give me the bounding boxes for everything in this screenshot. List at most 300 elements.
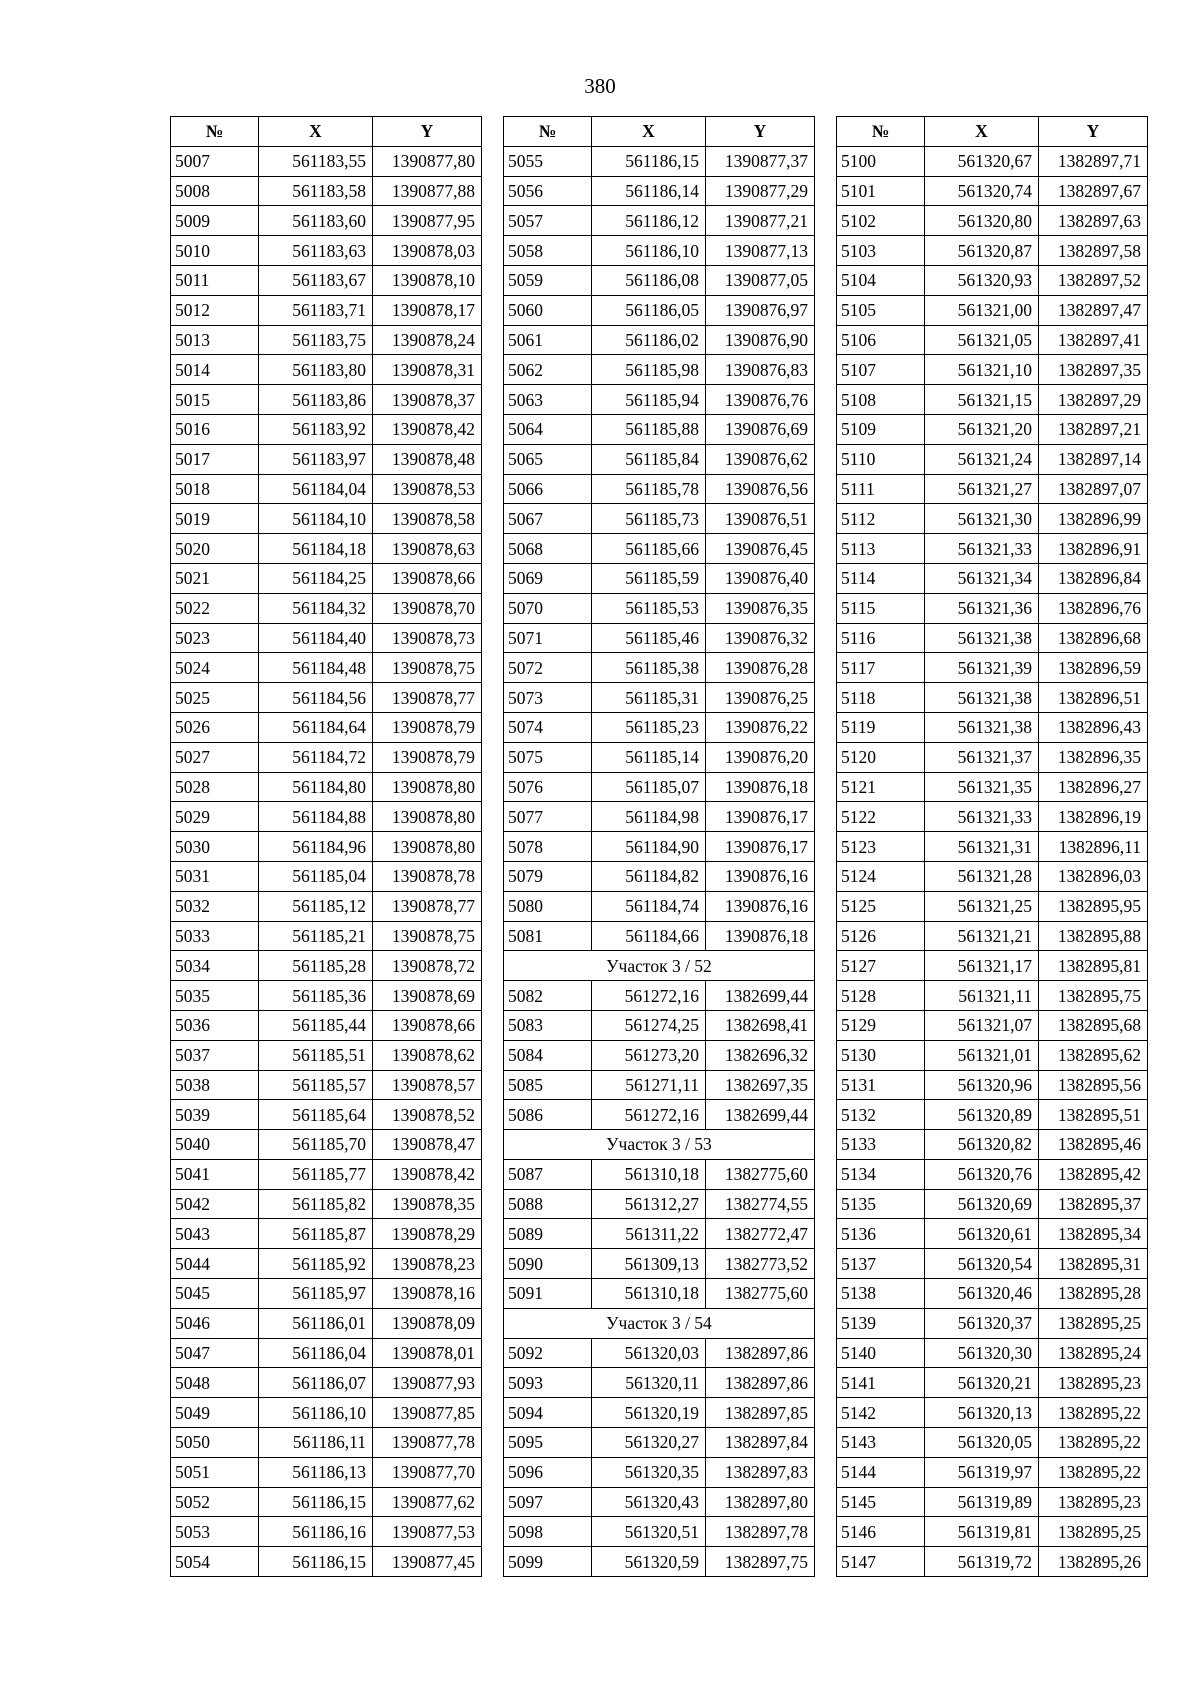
x-coordinate-cell: 561320,13	[925, 1398, 1039, 1428]
point-number-cell: 5088	[504, 1189, 592, 1219]
table-row	[504, 1189, 815, 1219]
x-coordinate-cell: 561319,89	[925, 1487, 1039, 1517]
y-coordinate-cell: 1390878,80	[373, 802, 482, 832]
x-coordinate-cell: 561321,24	[925, 444, 1039, 474]
y-coordinate-cell: 1382896,68	[1039, 623, 1148, 653]
y-coordinate-cell: 1382895,25	[1039, 1517, 1148, 1547]
y-coordinate-cell: 1390877,88	[373, 176, 482, 206]
table-row	[171, 1428, 482, 1458]
y-coordinate-cell: 1382897,52	[1039, 265, 1148, 295]
x-coordinate-cell: 561183,92	[259, 414, 373, 444]
point-number-cell: 5067	[504, 504, 592, 534]
point-number-cell: 5102	[837, 206, 925, 236]
y-coordinate-cell: 1390876,69	[706, 414, 815, 444]
x-coordinate-cell: 561184,64	[259, 712, 373, 742]
y-coordinate-cell: 1390878,66	[373, 563, 482, 593]
table-row	[837, 1130, 1148, 1160]
table-row	[504, 653, 815, 683]
y-coordinate-cell: 1390878,52	[373, 1100, 482, 1130]
point-number-cell: 5032	[171, 891, 259, 921]
table-row	[171, 474, 482, 504]
point-number-cell: 5124	[837, 861, 925, 891]
table-row	[504, 444, 815, 474]
point-number-cell: 5086	[504, 1100, 592, 1130]
y-coordinate-cell: 1382897,67	[1039, 176, 1148, 206]
point-number-cell: 5119	[837, 712, 925, 742]
x-coordinate-cell: 561320,27	[592, 1428, 706, 1458]
y-coordinate-cell: 1390877,85	[373, 1398, 482, 1428]
x-coordinate-cell: 561321,38	[925, 712, 1039, 742]
x-coordinate-cell: 561273,20	[592, 1040, 706, 1070]
y-coordinate-cell: 1382897,07	[1039, 474, 1148, 504]
table-row	[837, 295, 1148, 325]
x-coordinate-cell: 561186,14	[592, 176, 706, 206]
y-coordinate-cell: 1390878,48	[373, 444, 482, 474]
table-row	[837, 1159, 1148, 1189]
y-coordinate-cell: 1382895,31	[1039, 1249, 1148, 1279]
y-coordinate-cell: 1390876,18	[706, 772, 815, 802]
y-coordinate-cell: 1382896,91	[1039, 534, 1148, 564]
point-number-cell: 5031	[171, 861, 259, 891]
y-coordinate-cell: 1390878,58	[373, 504, 482, 534]
y-coordinate-cell: 1382698,41	[706, 1010, 815, 1040]
y-coordinate-cell: 1382895,22	[1039, 1428, 1148, 1458]
table-row	[837, 1040, 1148, 1070]
point-number-cell: 5026	[171, 712, 259, 742]
x-coordinate-cell: 561321,39	[925, 653, 1039, 683]
table-row	[504, 832, 815, 862]
point-number-cell: 5121	[837, 772, 925, 802]
x-coordinate-cell: 561185,21	[259, 921, 373, 951]
x-coordinate-cell: 561185,70	[259, 1130, 373, 1160]
table-row	[837, 265, 1148, 295]
y-coordinate-cell: 1382895,51	[1039, 1100, 1148, 1130]
table-row	[837, 832, 1148, 862]
x-coordinate-cell: 561319,72	[925, 1547, 1039, 1577]
table-row	[171, 1249, 482, 1279]
coordinates-table-2	[503, 116, 815, 1577]
table-row	[504, 712, 815, 742]
table-row	[837, 593, 1148, 623]
y-coordinate-cell: 1382895,37	[1039, 1189, 1148, 1219]
table-row	[837, 1070, 1148, 1100]
table-header-row	[504, 117, 815, 147]
y-coordinate-cell: 1390876,45	[706, 534, 815, 564]
point-number-cell: 5117	[837, 653, 925, 683]
y-coordinate-cell: 1382896,99	[1039, 504, 1148, 534]
table-row	[837, 355, 1148, 385]
x-coordinate-cell: 561183,75	[259, 325, 373, 355]
point-number-cell: 5058	[504, 236, 592, 266]
y-coordinate-cell: 1390876,22	[706, 712, 815, 742]
x-coordinate-cell: 561321,07	[925, 1010, 1039, 1040]
y-coordinate-cell: 1382895,75	[1039, 981, 1148, 1011]
y-coordinate-cell: 1382896,76	[1039, 593, 1148, 623]
table-row	[171, 1040, 482, 1070]
y-coordinate-cell: 1390876,40	[706, 563, 815, 593]
x-coordinate-cell: 561320,30	[925, 1338, 1039, 1368]
table-row	[171, 414, 482, 444]
x-coordinate-cell: 561319,81	[925, 1517, 1039, 1547]
x-coordinate-cell: 561184,82	[592, 861, 706, 891]
table-row	[504, 1457, 815, 1487]
x-coordinate-cell: 561321,38	[925, 683, 1039, 713]
x-coordinate-cell: 561321,36	[925, 593, 1039, 623]
table-row	[504, 921, 815, 951]
point-number-cell: 5035	[171, 981, 259, 1011]
x-coordinate-cell: 561183,97	[259, 444, 373, 474]
point-number-cell: 5115	[837, 593, 925, 623]
y-coordinate-cell: 1382897,75	[706, 1547, 815, 1577]
x-coordinate-cell: 561320,87	[925, 236, 1039, 266]
y-coordinate-cell: 1382697,35	[706, 1070, 815, 1100]
x-coordinate-cell: 561320,05	[925, 1428, 1039, 1458]
x-coordinate-cell: 561183,71	[259, 295, 373, 325]
point-number-cell: 5144	[837, 1457, 925, 1487]
point-number-cell: 5129	[837, 1010, 925, 1040]
x-coordinate-cell: 561321,38	[925, 623, 1039, 653]
point-number-cell: 5111	[837, 474, 925, 504]
x-coordinate-cell: 561184,40	[259, 623, 373, 653]
y-coordinate-cell: 1382897,41	[1039, 325, 1148, 355]
point-number-cell: 5123	[837, 832, 925, 862]
y-coordinate-cell: 1382897,14	[1039, 444, 1148, 474]
x-coordinate-cell: 561321,17	[925, 951, 1039, 981]
x-coordinate-cell: 561186,10	[259, 1398, 373, 1428]
table-row	[504, 1428, 815, 1458]
x-coordinate-cell: 561321,31	[925, 832, 1039, 862]
table-row	[504, 861, 815, 891]
x-coordinate-cell: 561183,80	[259, 355, 373, 385]
table-row	[171, 146, 482, 176]
y-coordinate-cell: 1390877,45	[373, 1547, 482, 1577]
point-number-cell: 5056	[504, 176, 592, 206]
y-coordinate-cell: 1382895,62	[1039, 1040, 1148, 1070]
point-number-cell: 5128	[837, 981, 925, 1011]
x-coordinate-cell: 561274,25	[592, 1010, 706, 1040]
y-coordinate-cell: 1390876,16	[706, 861, 815, 891]
table-row	[504, 683, 815, 713]
point-number-cell: 5052	[171, 1487, 259, 1517]
y-coordinate-cell: 1390878,70	[373, 593, 482, 623]
x-coordinate-cell: 561184,80	[259, 772, 373, 802]
point-number-cell: 5104	[837, 265, 925, 295]
point-number-cell: 5071	[504, 623, 592, 653]
point-number-cell: 5147	[837, 1547, 925, 1577]
y-coordinate-cell: 1382897,78	[706, 1517, 815, 1547]
table-row	[837, 981, 1148, 1011]
x-coordinate-cell: 561184,04	[259, 474, 373, 504]
x-coordinate-cell: 561183,67	[259, 265, 373, 295]
x-coordinate-cell: 561185,77	[259, 1159, 373, 1189]
point-number-cell: 5112	[837, 504, 925, 534]
table-row	[837, 504, 1148, 534]
table-row	[171, 1100, 482, 1130]
point-number-cell: 5015	[171, 385, 259, 415]
table-row	[837, 1398, 1148, 1428]
column-header-x: X	[259, 117, 373, 147]
point-number-cell: 5100	[837, 146, 925, 176]
x-coordinate-cell: 561186,11	[259, 1428, 373, 1458]
point-number-cell: 5099	[504, 1547, 592, 1577]
x-coordinate-cell: 561184,72	[259, 742, 373, 772]
table-row	[171, 444, 482, 474]
point-number-cell: 5134	[837, 1159, 925, 1189]
y-coordinate-cell: 1390878,01	[373, 1338, 482, 1368]
table-row	[504, 325, 815, 355]
table-row	[171, 325, 482, 355]
x-coordinate-cell: 561320,82	[925, 1130, 1039, 1160]
y-coordinate-cell: 1390878,29	[373, 1219, 482, 1249]
x-coordinate-cell: 561184,98	[592, 802, 706, 832]
x-coordinate-cell: 561185,07	[592, 772, 706, 802]
x-coordinate-cell: 561185,59	[592, 563, 706, 593]
y-coordinate-cell: 1382775,60	[706, 1159, 815, 1189]
point-number-cell: 5061	[504, 325, 592, 355]
point-number-cell: 5012	[171, 295, 259, 325]
table-row	[504, 563, 815, 593]
table-row	[504, 1547, 815, 1577]
y-coordinate-cell: 1382896,03	[1039, 861, 1148, 891]
y-coordinate-cell: 1390878,79	[373, 742, 482, 772]
x-coordinate-cell: 561185,66	[592, 534, 706, 564]
table-row	[504, 176, 815, 206]
table-row	[837, 474, 1148, 504]
point-number-cell: 5095	[504, 1428, 592, 1458]
y-coordinate-cell: 1382897,29	[1039, 385, 1148, 415]
x-coordinate-cell: 561320,35	[592, 1457, 706, 1487]
point-number-cell: 5096	[504, 1457, 592, 1487]
y-coordinate-cell: 1390876,35	[706, 593, 815, 623]
point-number-cell: 5075	[504, 742, 592, 772]
y-coordinate-cell: 1382895,25	[1039, 1308, 1148, 1338]
y-coordinate-cell: 1390876,76	[706, 385, 815, 415]
x-coordinate-cell: 561184,48	[259, 653, 373, 683]
x-coordinate-cell: 561185,87	[259, 1219, 373, 1249]
y-coordinate-cell: 1390876,17	[706, 832, 815, 862]
y-coordinate-cell: 1382773,52	[706, 1249, 815, 1279]
table-row	[504, 206, 815, 236]
point-number-cell: 5125	[837, 891, 925, 921]
y-coordinate-cell: 1390878,42	[373, 414, 482, 444]
y-coordinate-cell: 1390878,79	[373, 712, 482, 742]
x-coordinate-cell: 561320,61	[925, 1219, 1039, 1249]
y-coordinate-cell: 1390878,63	[373, 534, 482, 564]
x-coordinate-cell: 561321,10	[925, 355, 1039, 385]
x-coordinate-cell: 561185,23	[592, 712, 706, 742]
x-coordinate-cell: 561184,90	[592, 832, 706, 862]
x-coordinate-cell: 561185,88	[592, 414, 706, 444]
table-row	[504, 772, 815, 802]
y-coordinate-cell: 1390876,56	[706, 474, 815, 504]
y-coordinate-cell: 1390878,57	[373, 1070, 482, 1100]
y-coordinate-cell: 1390876,51	[706, 504, 815, 534]
point-number-cell: 5133	[837, 1130, 925, 1160]
x-coordinate-cell: 561321,11	[925, 981, 1039, 1011]
point-number-cell: 5045	[171, 1279, 259, 1309]
y-coordinate-cell: 1382895,68	[1039, 1010, 1148, 1040]
y-coordinate-cell: 1382772,47	[706, 1219, 815, 1249]
x-coordinate-cell: 561183,55	[259, 146, 373, 176]
table-row	[837, 1100, 1148, 1130]
table-row	[837, 534, 1148, 564]
table-row	[171, 921, 482, 951]
y-coordinate-cell: 1382895,24	[1039, 1338, 1148, 1368]
y-coordinate-cell: 1390878,80	[373, 772, 482, 802]
y-coordinate-cell: 1382897,35	[1039, 355, 1148, 385]
point-number-cell: 5076	[504, 772, 592, 802]
point-number-cell: 5030	[171, 832, 259, 862]
y-coordinate-cell: 1382897,63	[1039, 206, 1148, 236]
point-number-cell: 5008	[171, 176, 259, 206]
point-number-cell: 5027	[171, 742, 259, 772]
table-row	[837, 1457, 1148, 1487]
x-coordinate-cell: 561186,10	[592, 236, 706, 266]
table-row	[504, 891, 815, 921]
x-coordinate-cell: 561272,16	[592, 981, 706, 1011]
point-number-cell: 5047	[171, 1338, 259, 1368]
table-row	[837, 772, 1148, 802]
point-number-cell: 5025	[171, 683, 259, 713]
point-number-cell: 5082	[504, 981, 592, 1011]
table-row	[171, 891, 482, 921]
x-coordinate-cell: 561321,00	[925, 295, 1039, 325]
y-coordinate-cell: 1390878,16	[373, 1279, 482, 1309]
table-row	[837, 1010, 1148, 1040]
point-number-cell: 5011	[171, 265, 259, 295]
table-row	[171, 385, 482, 415]
x-coordinate-cell: 561184,74	[592, 891, 706, 921]
y-coordinate-cell: 1390876,32	[706, 623, 815, 653]
point-number-cell: 5103	[837, 236, 925, 266]
table-row	[837, 951, 1148, 981]
x-coordinate-cell: 561184,56	[259, 683, 373, 713]
x-coordinate-cell: 561186,15	[259, 1547, 373, 1577]
y-coordinate-cell: 1382775,60	[706, 1279, 815, 1309]
x-coordinate-cell: 561320,46	[925, 1279, 1039, 1309]
y-coordinate-cell: 1390878,37	[373, 385, 482, 415]
table-row	[837, 891, 1148, 921]
point-number-cell: 5046	[171, 1308, 259, 1338]
y-coordinate-cell: 1390877,37	[706, 146, 815, 176]
y-coordinate-cell: 1390878,09	[373, 1308, 482, 1338]
x-coordinate-cell: 561185,31	[592, 683, 706, 713]
point-number-cell: 5081	[504, 921, 592, 951]
y-coordinate-cell: 1382896,84	[1039, 563, 1148, 593]
point-number-cell: 5118	[837, 683, 925, 713]
column-header-x: X	[925, 117, 1039, 147]
x-coordinate-cell: 561321,33	[925, 802, 1039, 832]
point-number-cell: 5049	[171, 1398, 259, 1428]
y-coordinate-cell: 1382897,47	[1039, 295, 1148, 325]
point-number-cell: 5057	[504, 206, 592, 236]
point-number-cell: 5063	[504, 385, 592, 415]
x-coordinate-cell: 561320,59	[592, 1547, 706, 1577]
table-row	[504, 981, 815, 1011]
point-number-cell: 5023	[171, 623, 259, 653]
x-coordinate-cell: 561321,30	[925, 504, 1039, 534]
table-row	[837, 1368, 1148, 1398]
x-coordinate-cell: 561185,38	[592, 653, 706, 683]
y-coordinate-cell: 1390877,53	[373, 1517, 482, 1547]
table-row	[171, 206, 482, 236]
point-number-cell: 5094	[504, 1398, 592, 1428]
y-coordinate-cell: 1382895,88	[1039, 921, 1148, 951]
point-number-cell: 5107	[837, 355, 925, 385]
y-coordinate-cell: 1382897,80	[706, 1487, 815, 1517]
y-coordinate-cell: 1390877,21	[706, 206, 815, 236]
y-coordinate-cell: 1382895,81	[1039, 951, 1148, 981]
table-row	[837, 206, 1148, 236]
point-number-cell: 5131	[837, 1070, 925, 1100]
x-coordinate-cell: 561321,05	[925, 325, 1039, 355]
x-coordinate-cell: 561320,51	[592, 1517, 706, 1547]
table-row	[837, 802, 1148, 832]
x-coordinate-cell: 561185,44	[259, 1010, 373, 1040]
column-header-y: Y	[1039, 117, 1148, 147]
column-header-y: Y	[373, 117, 482, 147]
point-number-cell: 5106	[837, 325, 925, 355]
table-row	[837, 146, 1148, 176]
point-number-cell: 5114	[837, 563, 925, 593]
point-number-cell: 5007	[171, 146, 259, 176]
point-number-cell: 5034	[171, 951, 259, 981]
table-row	[171, 236, 482, 266]
x-coordinate-cell: 561319,97	[925, 1457, 1039, 1487]
table-row	[504, 742, 815, 772]
x-coordinate-cell: 561185,12	[259, 891, 373, 921]
point-number-cell: 5085	[504, 1070, 592, 1100]
table-row	[504, 593, 815, 623]
point-number-cell: 5138	[837, 1279, 925, 1309]
point-number-cell: 5019	[171, 504, 259, 534]
point-number-cell: 5040	[171, 1130, 259, 1160]
point-number-cell: 5050	[171, 1428, 259, 1458]
point-number-cell: 5021	[171, 563, 259, 593]
table-row	[837, 861, 1148, 891]
point-number-cell: 5142	[837, 1398, 925, 1428]
x-coordinate-cell: 561321,21	[925, 921, 1039, 951]
y-coordinate-cell: 1390876,62	[706, 444, 815, 474]
x-coordinate-cell: 561320,54	[925, 1249, 1039, 1279]
table-row	[837, 653, 1148, 683]
y-coordinate-cell: 1390878,80	[373, 832, 482, 862]
point-number-cell: 5014	[171, 355, 259, 385]
point-number-cell: 5130	[837, 1040, 925, 1070]
table-row	[171, 355, 482, 385]
y-coordinate-cell: 1382895,22	[1039, 1457, 1148, 1487]
table-row	[171, 1010, 482, 1040]
x-coordinate-cell: 561320,43	[592, 1487, 706, 1517]
table-row	[837, 1517, 1148, 1547]
point-number-cell: 5127	[837, 951, 925, 981]
table-row	[837, 623, 1148, 653]
table-row	[837, 1249, 1148, 1279]
point-number-cell: 5110	[837, 444, 925, 474]
y-coordinate-cell: 1390878,23	[373, 1249, 482, 1279]
x-coordinate-cell: 561185,46	[592, 623, 706, 653]
x-coordinate-cell: 561184,32	[259, 593, 373, 623]
x-coordinate-cell: 561320,93	[925, 265, 1039, 295]
y-coordinate-cell: 1390876,17	[706, 802, 815, 832]
point-number-cell: 5101	[837, 176, 925, 206]
x-coordinate-cell: 561271,11	[592, 1070, 706, 1100]
x-coordinate-cell: 561320,67	[925, 146, 1039, 176]
y-coordinate-cell: 1390878,03	[373, 236, 482, 266]
table-row	[504, 1398, 815, 1428]
x-coordinate-cell: 561184,18	[259, 534, 373, 564]
x-coordinate-cell: 561185,53	[592, 593, 706, 623]
